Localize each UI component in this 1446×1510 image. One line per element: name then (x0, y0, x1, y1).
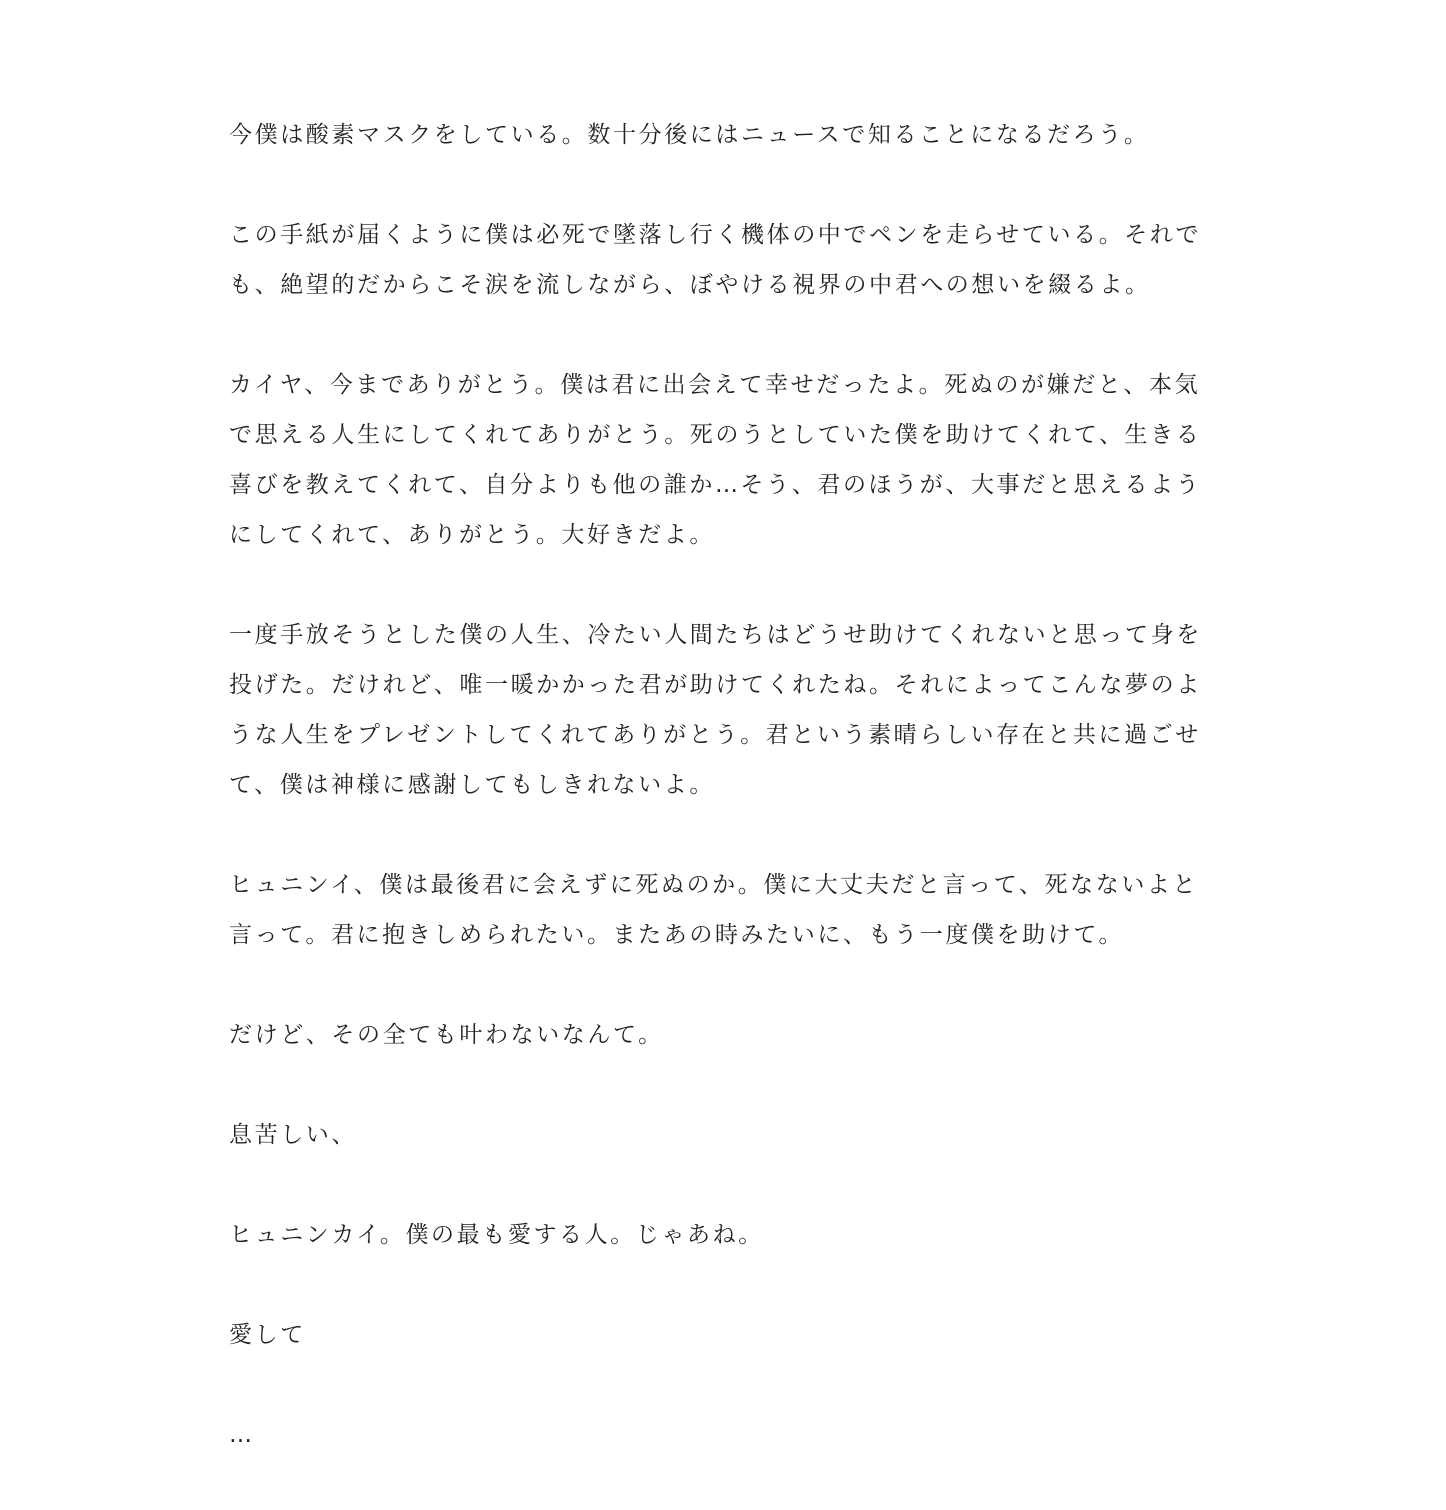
paragraph-oxygen-mask: 今僕は酸素マスクをしている。数十分後にはニュースで知ることになるだろう。 (229, 122, 1150, 148)
letter-body (229, 110, 1219, 1460)
paragraph-gap (229, 810, 1219, 860)
paragraph-life-gift: 一度手放そうとした僕の人生、冷たい人間たちはどうせ助けてくれないと思って身を投げた。だけれど、唯一暖かかった君が助けてくれたね。それによってこんな夢のような人生をプレゼントしてくれてありがとう。君という素晴らしい存在と共に過ごせて、僕は神様に感謝してもしきれないよ。 (229, 622, 1202, 798)
paragraph-breathless: 息苦しい、 (229, 1122, 357, 1148)
paragraph-gap (229, 1260, 1219, 1310)
paragraph-letter-writing: この手紙が届くように僕は必死で墜落し行く機体の中でペンを走らせている。それでも、絶望的だからこそ涙を流しながら、ぼやける視界の中君への想いを綴るよ。 (229, 222, 1202, 298)
paragraph-love: 愛して (229, 1322, 306, 1348)
paragraph-gap (229, 1360, 1219, 1410)
paragraph-gap (229, 310, 1219, 360)
paragraph-gap (229, 960, 1219, 1010)
paragraph-gap (229, 1060, 1219, 1110)
paragraph-goodbye: ヒュニンカイ。僕の最も愛する人。じゃあね。 (229, 1222, 764, 1248)
paragraph-ellipsis: … (229, 1422, 255, 1448)
paragraph-hueningi: ヒュニンイ、僕は最後君に会えずに死ぬのか。僕に大丈夫だと言って、死なないよと言って。君に抱きしめられたい。またあの時みたいに、もう一度僕を助けて。 (229, 872, 1199, 948)
paragraph-gap (229, 160, 1219, 210)
paragraph-cannot-come-true: だけど、その全ても叶わないなんて。 (229, 1022, 664, 1048)
paragraph-kaiya-thanks: カイヤ、今までありがとう。僕は君に出会えて幸せだったよ。死ぬのが嫌だと、本気で思える人生にしてくれてありがとう。死のうとしていた僕を助けてくれて、生きる喜びを教えてくれて、自分よりも他の誰か…そう、君のほうが、大事だと思えるようにしてくれて、ありがとう。大好きだよ。 (229, 372, 1202, 548)
paragraph-gap (229, 1160, 1219, 1210)
paragraph-gap (229, 560, 1219, 610)
